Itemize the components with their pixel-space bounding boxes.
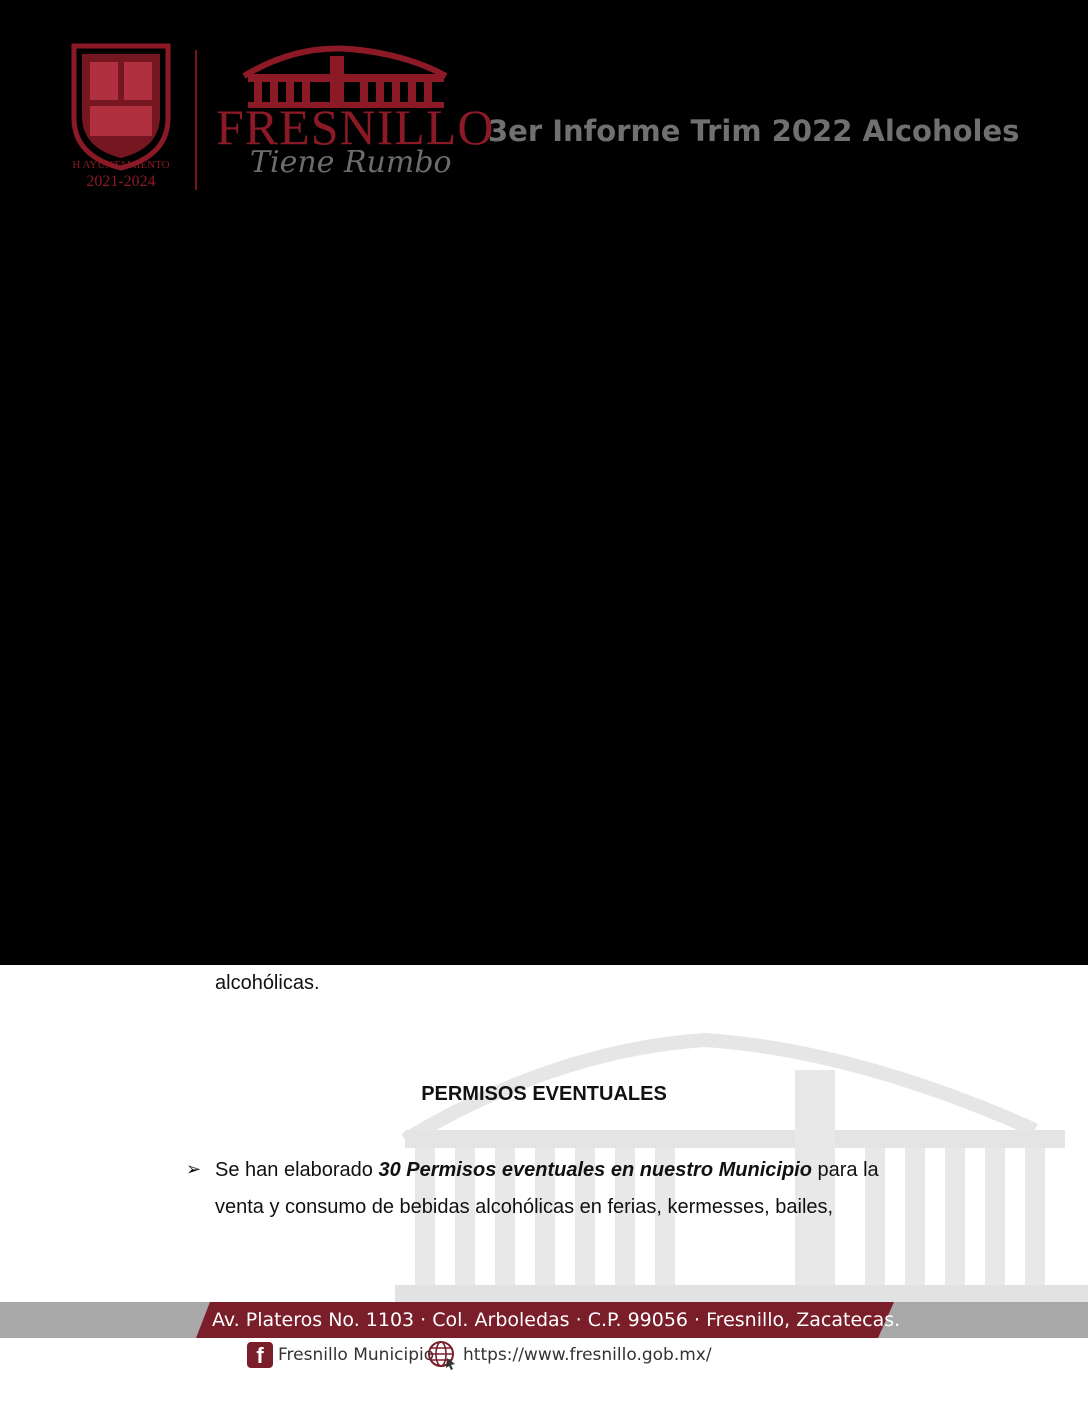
bullet-text-after: para la xyxy=(811,1159,879,1181)
globe-icon[interactable] xyxy=(427,1340,457,1370)
monument-icon xyxy=(240,36,450,108)
bullet-text-bold: 30 Permisos eventuales en nuestro Municipio xyxy=(378,1159,812,1181)
bullet-text-line2: venta y consumo de bebidas alcohólicas en ferias, kermesses, bailes, xyxy=(215,1196,834,1218)
fresnillo-brand-logo xyxy=(210,36,495,196)
arrow-bullet-icon: ➢ xyxy=(186,1159,202,1179)
header-divider xyxy=(195,50,197,190)
brand-name: FRESNILLO xyxy=(216,99,495,155)
footer-address: Av. Plateros No. 1103 · Col. Arboledas · C.P. 99056 · Fresnillo, Zacatecas. xyxy=(212,1309,901,1331)
report-title: 3er Informe Trim 2022 Alcoholes xyxy=(488,114,1020,148)
facebook-link[interactable]: Fresnillo Municipio xyxy=(278,1345,435,1365)
bullet-text-before: Se han elaborado xyxy=(215,1159,379,1181)
section-title: PERMISOS EVENTUALES xyxy=(421,1083,667,1105)
website-link[interactable]: https://www.fresnillo.gob.mx/ xyxy=(463,1345,712,1365)
municipal-seal-logo xyxy=(62,38,180,194)
facebook-icon[interactable]: f xyxy=(247,1342,273,1368)
brand-tagline: Tiene Rumbo xyxy=(250,145,452,180)
bullet-paragraph xyxy=(215,1152,955,1226)
seal-caption: H AYUNTAMIENTO xyxy=(72,159,170,171)
seal-years: 2021-2024 xyxy=(86,173,156,190)
continuation-text: alcohólicas. xyxy=(215,972,320,994)
